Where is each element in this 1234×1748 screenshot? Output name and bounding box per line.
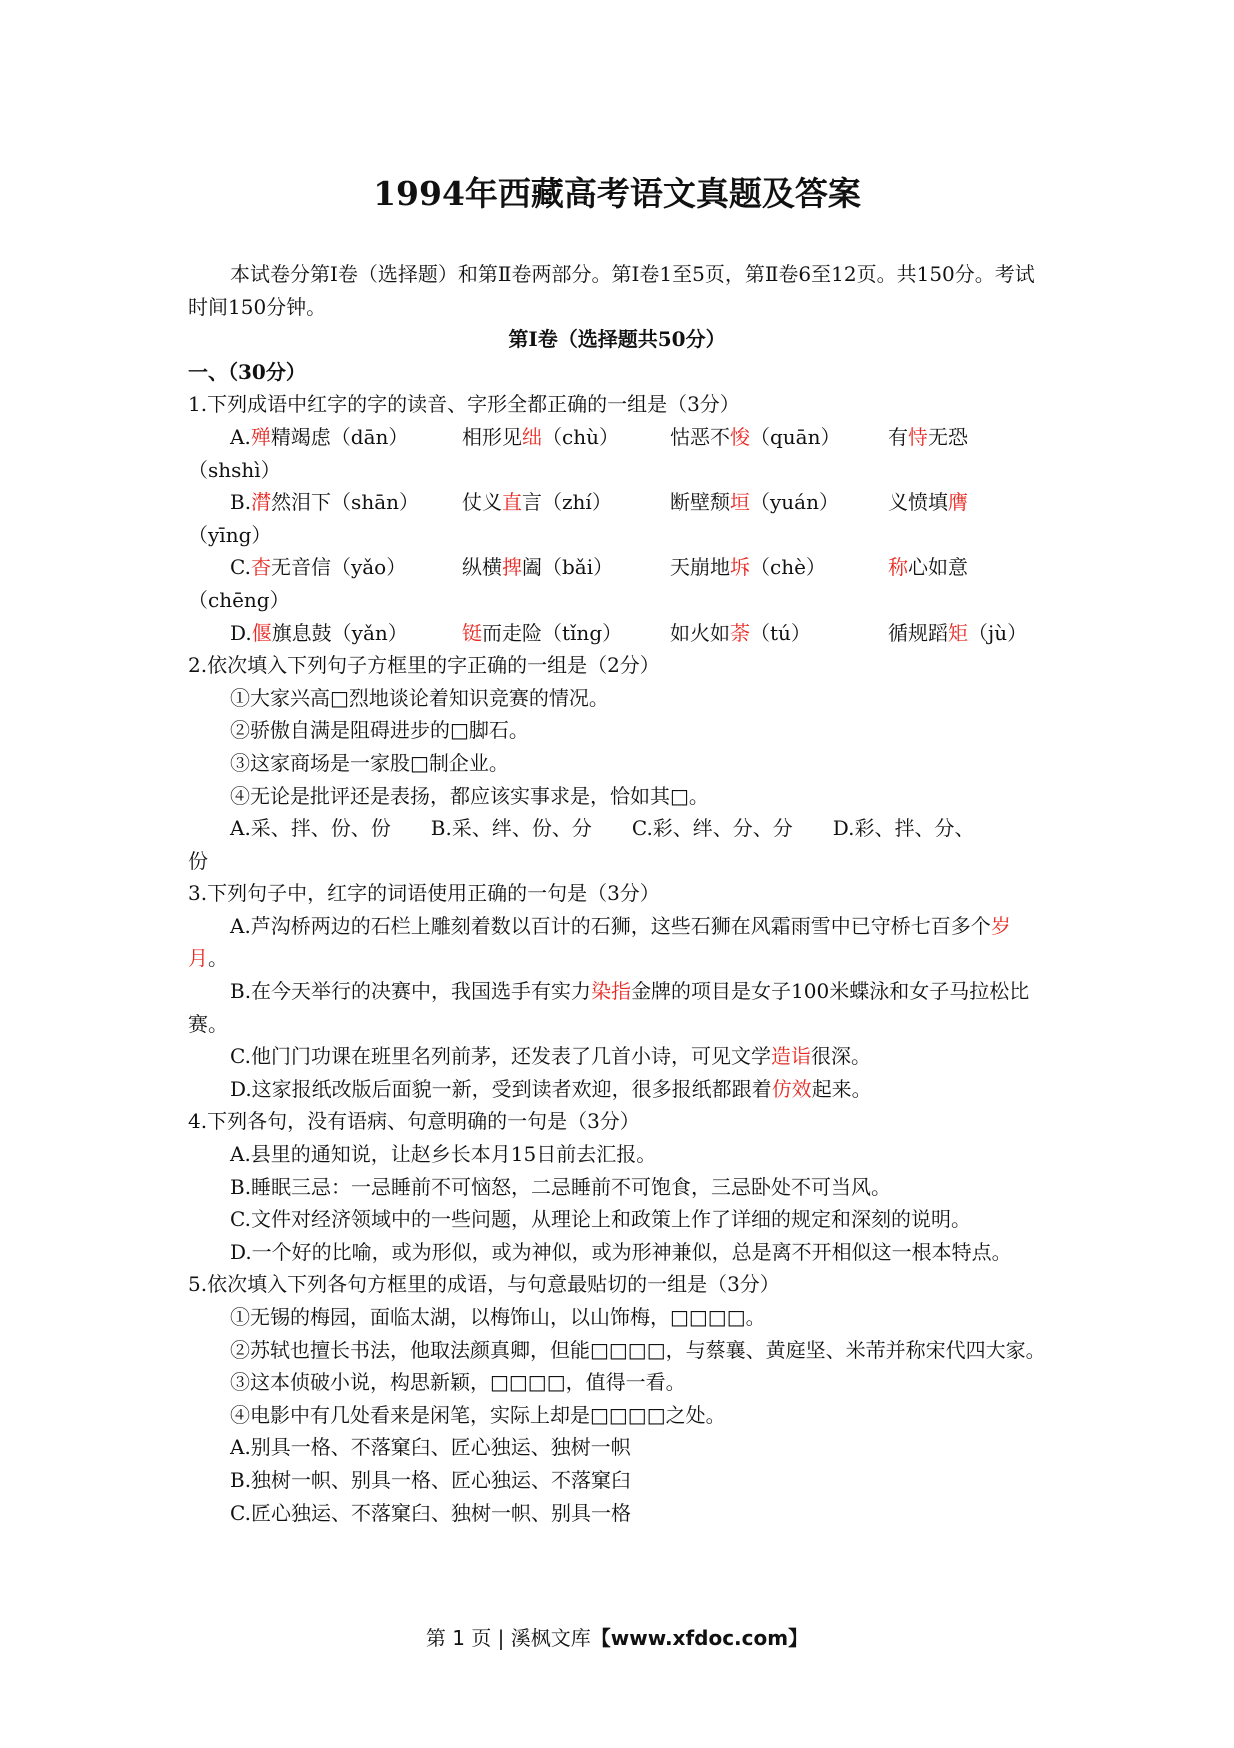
q1-option-d: D.偃旗息鼓（yǎn） 铤而走险（tǐng） 如火如荼（tú） 循规蹈矩（jù） [230, 620, 1028, 645]
q4-stem: 4.下列各句，没有语病、句意明确的一句是（3分） [188, 1109, 640, 1134]
q2-options: A.采、拌、份、份 B.采、绊、份、分 C.彩、绊、分、分 D.彩、拌、分、 [230, 816, 975, 841]
q1-option-a-wrap: （shshì） [188, 457, 281, 482]
q5-option-c: C.匠心独运、不落窠臼、独树一帜、别具一格 [230, 1500, 631, 1525]
q2-item: ①大家兴高□烈地谈论着知识竞赛的情况。 [230, 685, 609, 710]
q5-option-b: B.独树一帜、别具一格、匠心独运、不落窠臼 [230, 1467, 632, 1492]
intro-paragraph: 本试卷分第Ⅰ卷（选择题）和第Ⅱ卷两部分。第Ⅰ卷1至5页，第Ⅱ卷6至12页。共150分。考试时间150分钟。 [188, 262, 1035, 319]
q4-option-c: C.文件对经济领域中的一些问题，从理论上和政策上作了详细的规定和深刻的说明。 [230, 1207, 971, 1232]
q3-option-a: A.芦沟桥两边的石栏上雕刻着数以百计的石狮，这些石狮在风霜雨雪中已守桥七百多个岁月。 [188, 913, 1011, 971]
q5-option-a: A.别具一格、不落窠臼、匠心独运、独树一帜 [230, 1435, 631, 1460]
part-heading: 一、（30分） [188, 359, 306, 384]
document-title: 1994年西藏高考语文真题及答案 [373, 174, 861, 213]
footer-site-link[interactable]: 【www.xfdoc.com】 [590, 1626, 809, 1650]
q5-stem: 5.依次填入下列各句方框里的成语，与句意最贴切的一组是（3分） [188, 1272, 780, 1297]
q5-sentence-1: ①无锡的梅园，面临太湖，以梅饰山，以山饰梅，□□□□。 [230, 1305, 766, 1329]
q2-options-wrap: 份 [188, 848, 208, 873]
q5-sentence-3: ③这本侦破小说，构思新颖，□□□□，值得一看。 [230, 1370, 686, 1395]
q4-option-a: A.县里的通知说，让赵乡长本月15日前去汇报。 [230, 1142, 657, 1167]
q5-sentence-2: ②苏轼也擅长书法，他取法颜真卿，但能□□□□，与蔡襄、黄庭坚、米芾并称宋代四大家。 [230, 1337, 1046, 1362]
q3-option-d: D.这家报纸改版后面貌一新，受到读者欢迎，很多报纸都跟着仿效起来。 [230, 1076, 872, 1101]
q3-option-b: B.在今天举行的决赛中，我国选手有实力染指金牌的项目是女子100米蝶泳和女子马拉松比赛。 [188, 979, 1030, 1036]
q1-stem: 1.下列成语中红字的字的读音、字形全都正确的一组是（3分） [188, 392, 740, 417]
q1-option-a: A.殚精竭虑（dān） 相形见绌（chù） 怙恶不悛（quān） 有恃无恐 [230, 424, 968, 449]
document-body [188, 258, 1046, 1529]
q2-item: ②骄傲自满是阻碍进步的□脚石。 [230, 718, 529, 743]
section-title: 第Ⅰ卷（选择题共50分） [508, 327, 726, 352]
q4-option-b: B.睡眠三忌：一忌睡前不可恼怒，二忌睡前不可饱食，三忌卧处不可当风。 [230, 1174, 892, 1199]
q3-stem: 3.下列句子中，红字的词语使用正确的一句是（3分） [188, 881, 660, 906]
q1-option-c: C.杳无音信（yǎo） 纵横捭阖（bǎi） 天崩地坼（chè） 称心如意 [230, 555, 968, 580]
q2-item: ③这家商场是一家股□制企业。 [230, 750, 509, 775]
footer-page-label: 第 1 页 | 溪枫文库 [425, 1626, 591, 1650]
page-footer [0, 1622, 1234, 1651]
q4-option-d: D.一个好的比喻，或为形似，或为神似，或为形神兼似，总是离不开相似这一根本特点。 [230, 1239, 1012, 1264]
q1-option-c-wrap: （chēng） [188, 587, 290, 612]
q5-sentence-4: ④电影中有几处看来是闲笔，实际上却是□□□□之处。 [230, 1402, 726, 1427]
q1-option-b: B.潸然泪下（shān） 仗义直言（zhí） 断壁颓垣（yuán） 义愤填膺 [230, 490, 968, 515]
q2-stem: 2.依次填入下列句子方框里的字正确的一组是（2分） [188, 653, 660, 678]
q2-item: ④无论是批评还是表扬，都应该实事求是，恰如其□。 [230, 783, 709, 808]
q3-option-c: C.他门门功课在班里名列前茅，还发表了几首小诗，可见文学造诣很深。 [230, 1044, 871, 1069]
q1-option-b-wrap: （yīng） [188, 522, 272, 547]
